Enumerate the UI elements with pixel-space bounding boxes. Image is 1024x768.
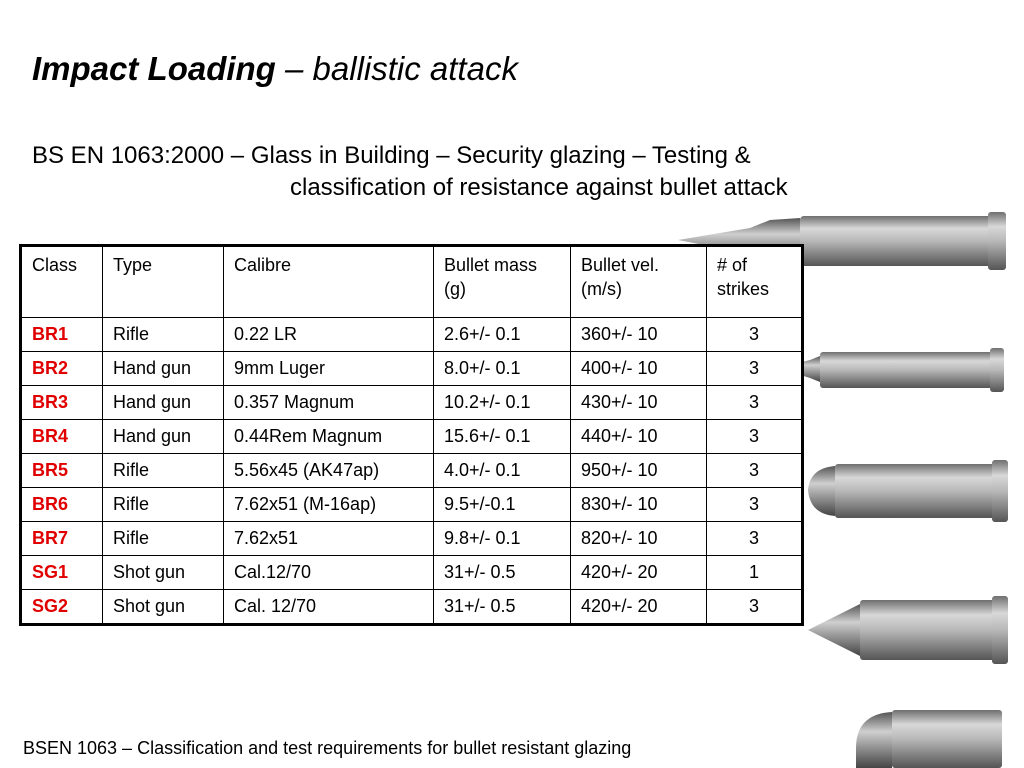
cartridge-round-nose xyxy=(856,710,1002,768)
cell-class: SG1 xyxy=(21,556,103,590)
cell-velocity: 360+/- 10 xyxy=(571,318,707,352)
table-row xyxy=(21,420,803,454)
title-bold: Impact Loading xyxy=(32,50,276,87)
cell-mass: 31+/- 0.5 xyxy=(434,590,571,625)
cartridge-rifle xyxy=(778,348,1004,392)
cell-calibre: 7.62x51 xyxy=(224,522,434,556)
table-row xyxy=(21,522,803,556)
cartridge-pointed xyxy=(808,596,1008,664)
col-header-strikes: # of strikes xyxy=(707,246,803,318)
table-row xyxy=(21,454,803,488)
cell-class: BR4 xyxy=(21,420,103,454)
cell-velocity: 440+/- 10 xyxy=(571,420,707,454)
cell-calibre: 7.62x51 (M-16ap) xyxy=(224,488,434,522)
cell-mass: 4.0+/- 0.1 xyxy=(434,454,571,488)
subtitle-line-1: BS EN 1063:2000 – Glass in Building – Security glazing – Testing & xyxy=(32,142,751,169)
cell-velocity: 820+/- 10 xyxy=(571,522,707,556)
title-rest: – ballistic attack xyxy=(275,50,518,87)
cell-type: Rifle xyxy=(103,488,224,522)
col-header-class: Class xyxy=(21,246,103,318)
cell-calibre: 0.357 Magnum xyxy=(224,386,434,420)
cell-calibre: 9mm Luger xyxy=(224,352,434,386)
cell-calibre: Cal. 12/70 xyxy=(224,590,434,625)
cell-velocity: 420+/- 20 xyxy=(571,556,707,590)
cell-mass: 2.6+/- 0.1 xyxy=(434,318,571,352)
cell-mass: 8.0+/- 0.1 xyxy=(434,352,571,386)
cell-type: Hand gun xyxy=(103,352,224,386)
table-header-row xyxy=(21,246,803,318)
cell-mass: 9.5+/-0.1 xyxy=(434,488,571,522)
cell-strikes: 3 xyxy=(707,488,803,522)
cell-strikes: 3 xyxy=(707,590,803,625)
table-row xyxy=(21,590,803,625)
cell-mass: 31+/- 0.5 xyxy=(434,556,571,590)
cell-calibre: 5.56x45 (AK47ap) xyxy=(224,454,434,488)
cell-type: Hand gun xyxy=(103,386,224,420)
slide-title xyxy=(32,50,518,88)
cell-class: BR7 xyxy=(21,522,103,556)
cell-type: Hand gun xyxy=(103,420,224,454)
table-caption: BSEN 1063 – Classification and test requirements for bullet resistant glazing xyxy=(23,738,632,758)
cell-mass: 9.8+/- 0.1 xyxy=(434,522,571,556)
cell-calibre: Cal.12/70 xyxy=(224,556,434,590)
cell-type: Rifle xyxy=(103,454,224,488)
cell-class: BR1 xyxy=(21,318,103,352)
cell-class: BR2 xyxy=(21,352,103,386)
cell-class: SG2 xyxy=(21,590,103,625)
col-header-type: Type xyxy=(103,246,224,318)
cell-velocity: 950+/- 10 xyxy=(571,454,707,488)
cell-velocity: 420+/- 20 xyxy=(571,590,707,625)
col-header-calibre: Calibre xyxy=(224,246,434,318)
cell-calibre: 0.44Rem Magnum xyxy=(224,420,434,454)
cell-class: BR5 xyxy=(21,454,103,488)
cell-strikes: 3 xyxy=(707,352,803,386)
col-header-velocity: Bullet vel. (m/s) xyxy=(571,246,707,318)
table-row xyxy=(21,488,803,522)
cell-strikes: 3 xyxy=(707,386,803,420)
bullet-resistance-table xyxy=(19,244,804,626)
cell-velocity: 400+/- 10 xyxy=(571,352,707,386)
cell-class: BR6 xyxy=(21,488,103,522)
table-row xyxy=(21,318,803,352)
cell-mass: 15.6+/- 0.1 xyxy=(434,420,571,454)
cell-type: Rifle xyxy=(103,522,224,556)
table-row xyxy=(21,386,803,420)
cell-type: Shot gun xyxy=(103,590,224,625)
cell-type: Shot gun xyxy=(103,556,224,590)
cell-class: BR3 xyxy=(21,386,103,420)
slide-subtitle xyxy=(32,140,912,204)
cell-velocity: 430+/- 10 xyxy=(571,386,707,420)
cell-strikes: 3 xyxy=(707,420,803,454)
cell-strikes: 3 xyxy=(707,318,803,352)
table-row xyxy=(21,556,803,590)
cell-strikes: 3 xyxy=(707,454,803,488)
cell-type: Rifle xyxy=(103,318,224,352)
cell-strikes: 1 xyxy=(707,556,803,590)
col-header-mass: Bullet mass (g) xyxy=(434,246,571,318)
cell-calibre: 0.22 LR xyxy=(224,318,434,352)
cartridge-magnum xyxy=(808,460,1008,522)
cell-velocity: 830+/- 10 xyxy=(571,488,707,522)
table-row xyxy=(21,352,803,386)
subtitle-line-2: classification of resistance against bullet attack xyxy=(290,174,788,201)
cell-mass: 10.2+/- 0.1 xyxy=(434,386,571,420)
cell-strikes: 3 xyxy=(707,522,803,556)
